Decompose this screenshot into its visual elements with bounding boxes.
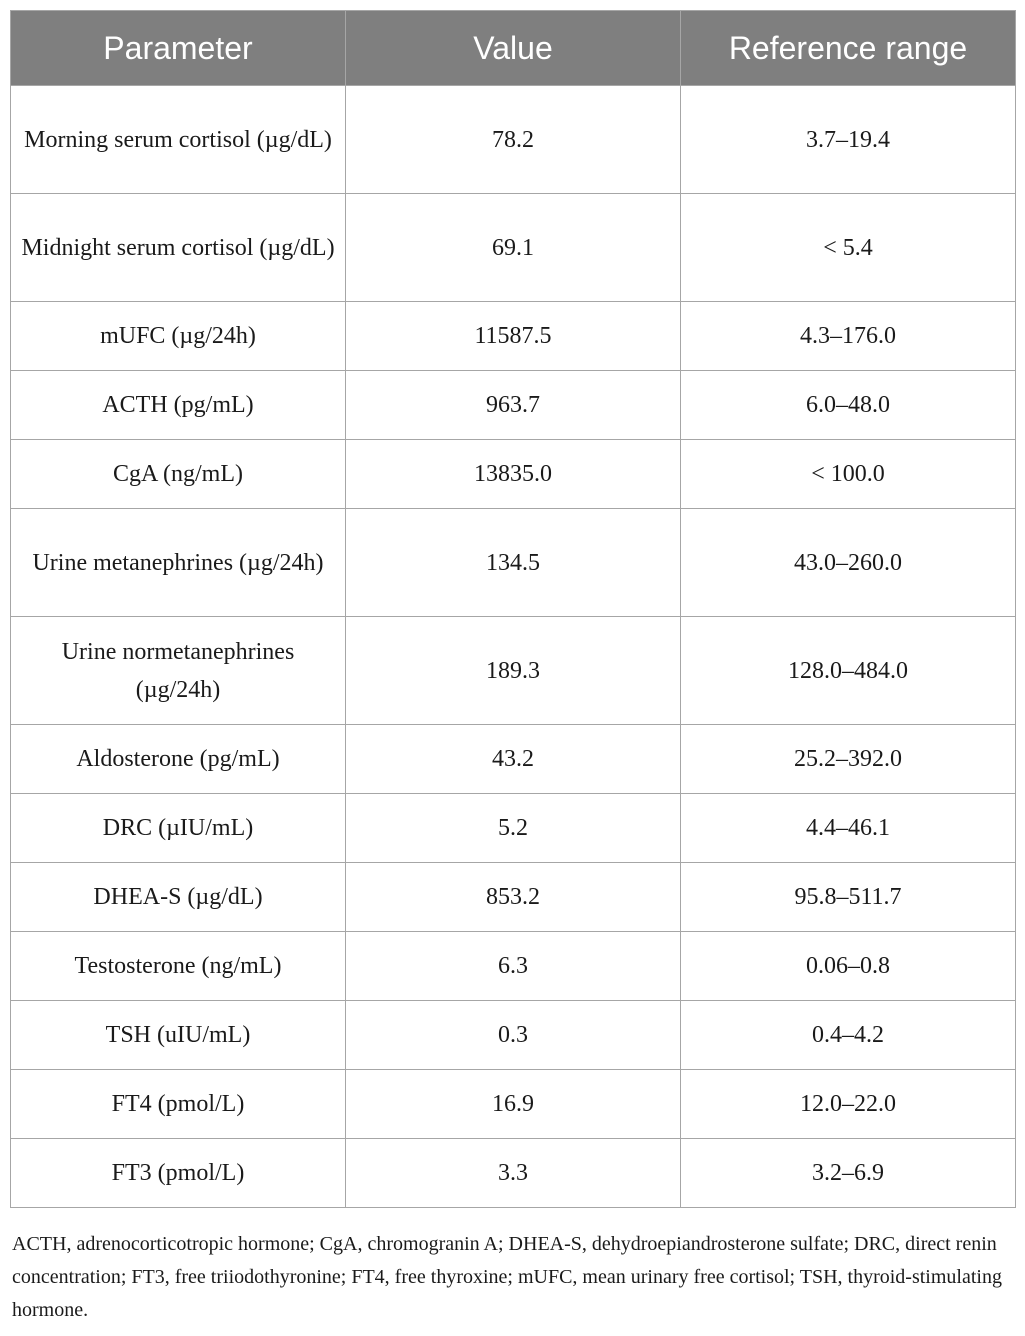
- value-cell: 43.2: [346, 725, 681, 794]
- parameter-cell: CgA (ng/mL): [11, 440, 346, 509]
- value-cell: 963.7: [346, 371, 681, 440]
- value-cell: 3.3: [346, 1139, 681, 1208]
- reference-cell: 12.0–22.0: [681, 1070, 1016, 1139]
- reference-cell: 95.8–511.7: [681, 863, 1016, 932]
- value-cell: 6.3: [346, 932, 681, 1001]
- reference-cell: 0.06–0.8: [681, 932, 1016, 1001]
- reference-cell: 6.0–48.0: [681, 371, 1016, 440]
- value-cell: 0.3: [346, 1001, 681, 1070]
- table-row: [11, 509, 1016, 617]
- table-row: [11, 440, 1016, 509]
- reference-cell: 43.0–260.0: [681, 509, 1016, 617]
- reference-cell: 4.4–46.1: [681, 794, 1016, 863]
- parameter-cell: Midnight serum cortisol (µg/dL): [11, 194, 346, 302]
- parameter-cell: ACTH (pg/mL): [11, 371, 346, 440]
- reference-cell: 0.4–4.2: [681, 1001, 1016, 1070]
- value-cell: 11587.5: [346, 302, 681, 371]
- reference-cell: 3.7–19.4: [681, 86, 1016, 194]
- table-row: [11, 371, 1016, 440]
- table-row: [11, 725, 1016, 794]
- parameter-cell: Urine metanephrines (µg/24h): [11, 509, 346, 617]
- parameter-cell: DHEA-S (µg/dL): [11, 863, 346, 932]
- value-cell: 134.5: [346, 509, 681, 617]
- table-row: [11, 1139, 1016, 1208]
- table-row: [11, 932, 1016, 1001]
- header-reference-range: Reference range: [681, 11, 1016, 86]
- parameter-cell: FT3 (pmol/L): [11, 1139, 346, 1208]
- value-cell: 78.2: [346, 86, 681, 194]
- value-cell: 853.2: [346, 863, 681, 932]
- parameter-cell: mUFC (µg/24h): [11, 302, 346, 371]
- reference-cell: 25.2–392.0: [681, 725, 1016, 794]
- reference-cell: 3.2–6.9: [681, 1139, 1016, 1208]
- value-cell: 189.3: [346, 617, 681, 725]
- parameter-cell: TSH (uIU/mL): [11, 1001, 346, 1070]
- table-row: [11, 617, 1016, 725]
- value-cell: 5.2: [346, 794, 681, 863]
- table-row: [11, 794, 1016, 863]
- value-cell: 69.1: [346, 194, 681, 302]
- reference-cell: 4.3–176.0: [681, 302, 1016, 371]
- header-parameter: Parameter: [11, 11, 346, 86]
- table-row: [11, 1001, 1016, 1070]
- parameter-cell: Morning serum cortisol (µg/dL): [11, 86, 346, 194]
- parameter-cell: DRC (µIU/mL): [11, 794, 346, 863]
- value-cell: 16.9: [346, 1070, 681, 1139]
- parameter-cell: Urine normetanephrines (µg/24h): [11, 617, 346, 725]
- lab-results-table: [10, 10, 1016, 1208]
- value-cell: 13835.0: [346, 440, 681, 509]
- header-value: Value: [346, 11, 681, 86]
- table-row: [11, 863, 1016, 932]
- table-footnote: ACTH, adrenocorticotropic hormone; CgA, chromogranin A; DHEA-S, dehydroepiandrosterone sulfate; DRC, direct renin concentration; FT3, free triiodothyronine; FT4, free thyroxine; mUFC, mean urinary free cortisol; TSH, thyroid-stimulating hormone.: [12, 1233, 1002, 1321]
- reference-cell: < 100.0: [681, 440, 1016, 509]
- table-header-row: [11, 11, 1016, 86]
- table-row: [11, 86, 1016, 194]
- reference-cell: 128.0–484.0: [681, 617, 1016, 725]
- parameter-cell: Testosterone (ng/mL): [11, 932, 346, 1001]
- parameter-cell: FT4 (pmol/L): [11, 1070, 346, 1139]
- table-row: [11, 302, 1016, 371]
- table-row: [11, 1070, 1016, 1139]
- parameter-cell: Aldosterone (pg/mL): [11, 725, 346, 794]
- table-row: [11, 194, 1016, 302]
- reference-cell: < 5.4: [681, 194, 1016, 302]
